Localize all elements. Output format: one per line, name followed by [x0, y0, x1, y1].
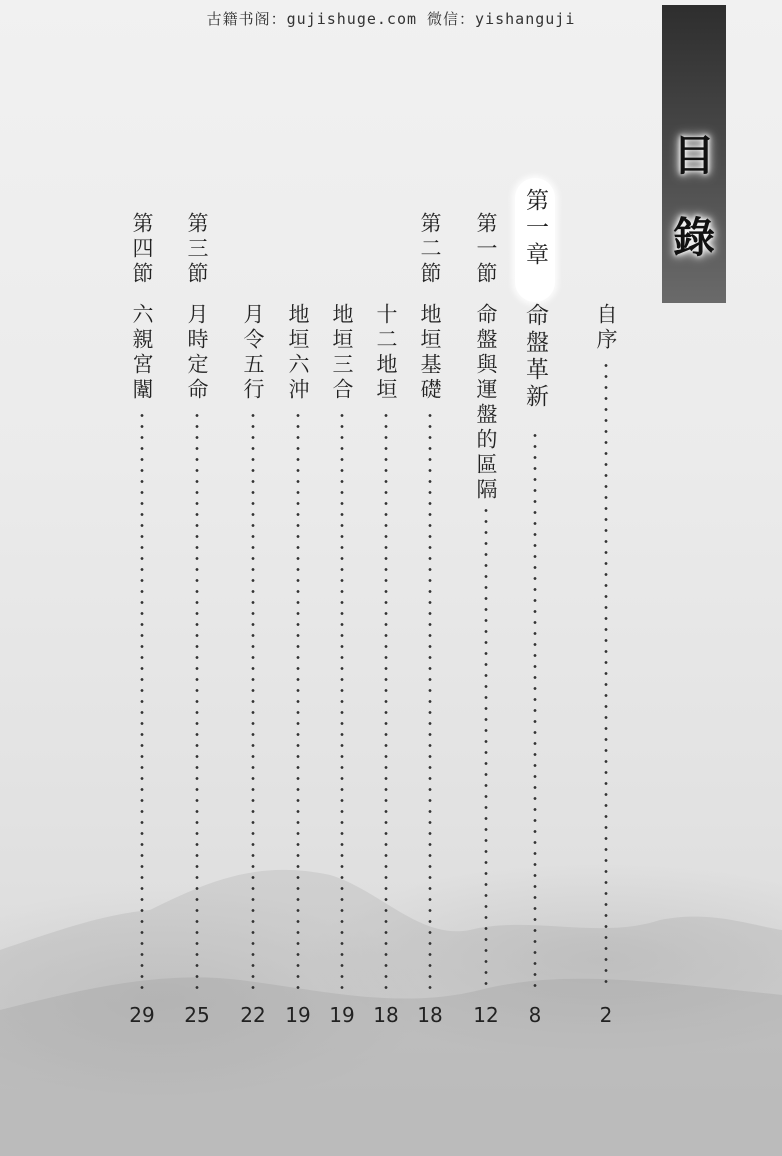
title-char-1: 目: [672, 131, 715, 180]
toc-entry-sub4[interactable]: [233, 0, 273, 1156]
page-number: 12: [473, 1003, 499, 1027]
entry-title: 十二地垣: [374, 303, 398, 403]
section-label: 第二節: [418, 212, 442, 287]
dot-leader: [484, 505, 488, 990]
chapter-label: 第一章: [522, 188, 548, 269]
page-number: 18: [417, 1003, 443, 1027]
entry-title: 地垣基礎: [418, 303, 442, 403]
section-label: 第四節: [130, 212, 154, 287]
toc-entry-sub1[interactable]: [366, 0, 406, 1156]
dot-leader: [251, 410, 255, 990]
dot-leader: [340, 410, 344, 990]
page-number: 18: [373, 1003, 399, 1027]
dot-leader: [428, 410, 432, 990]
title-char-2: 錄: [672, 213, 715, 262]
entry-title: 地垣三合: [330, 303, 354, 403]
dot-leader: [296, 410, 300, 990]
page-number: 19: [285, 1003, 311, 1027]
toc-entry-preface[interactable]: [586, 0, 626, 1156]
dot-leader: [140, 410, 144, 990]
entry-title: 命盤革新: [522, 303, 548, 411]
entry-title: 地垣六沖: [286, 303, 310, 403]
toc-entry-section1[interactable]: [466, 0, 506, 1156]
page-number: 29: [129, 1003, 155, 1027]
dot-leader: [604, 360, 608, 990]
page-number: 2: [599, 1003, 613, 1027]
entry-title: 月令五行: [241, 303, 265, 403]
page-number: 8: [528, 1003, 542, 1027]
dot-leader: [384, 410, 388, 990]
title-banner: [662, 5, 726, 303]
toc-entry-sub2[interactable]: [322, 0, 362, 1156]
toc-entry-section3[interactable]: [177, 0, 217, 1156]
dot-leader: [533, 430, 537, 990]
toc-entry-chapter1[interactable]: [515, 0, 555, 1156]
section-label: 第三節: [185, 212, 209, 287]
watermark: 古籍书阁：gujishuge.com 微信：yishanguji: [206, 10, 576, 28]
entry-title: 月時定命: [185, 303, 209, 403]
page-number: 25: [184, 1003, 210, 1027]
entry-title: 六親宮闈: [130, 303, 154, 403]
dot-leader: [195, 410, 199, 990]
toc-entry-section4[interactable]: [122, 0, 162, 1156]
entry-title: 命盤與運盤的區隔: [474, 303, 498, 503]
entry-title: 自序: [594, 303, 618, 353]
page-number: 22: [240, 1003, 266, 1027]
section-label: 第一節: [474, 212, 498, 287]
toc-entry-sub3[interactable]: [278, 0, 318, 1156]
page-number: 19: [329, 1003, 355, 1027]
toc-entry-section2[interactable]: [410, 0, 450, 1156]
